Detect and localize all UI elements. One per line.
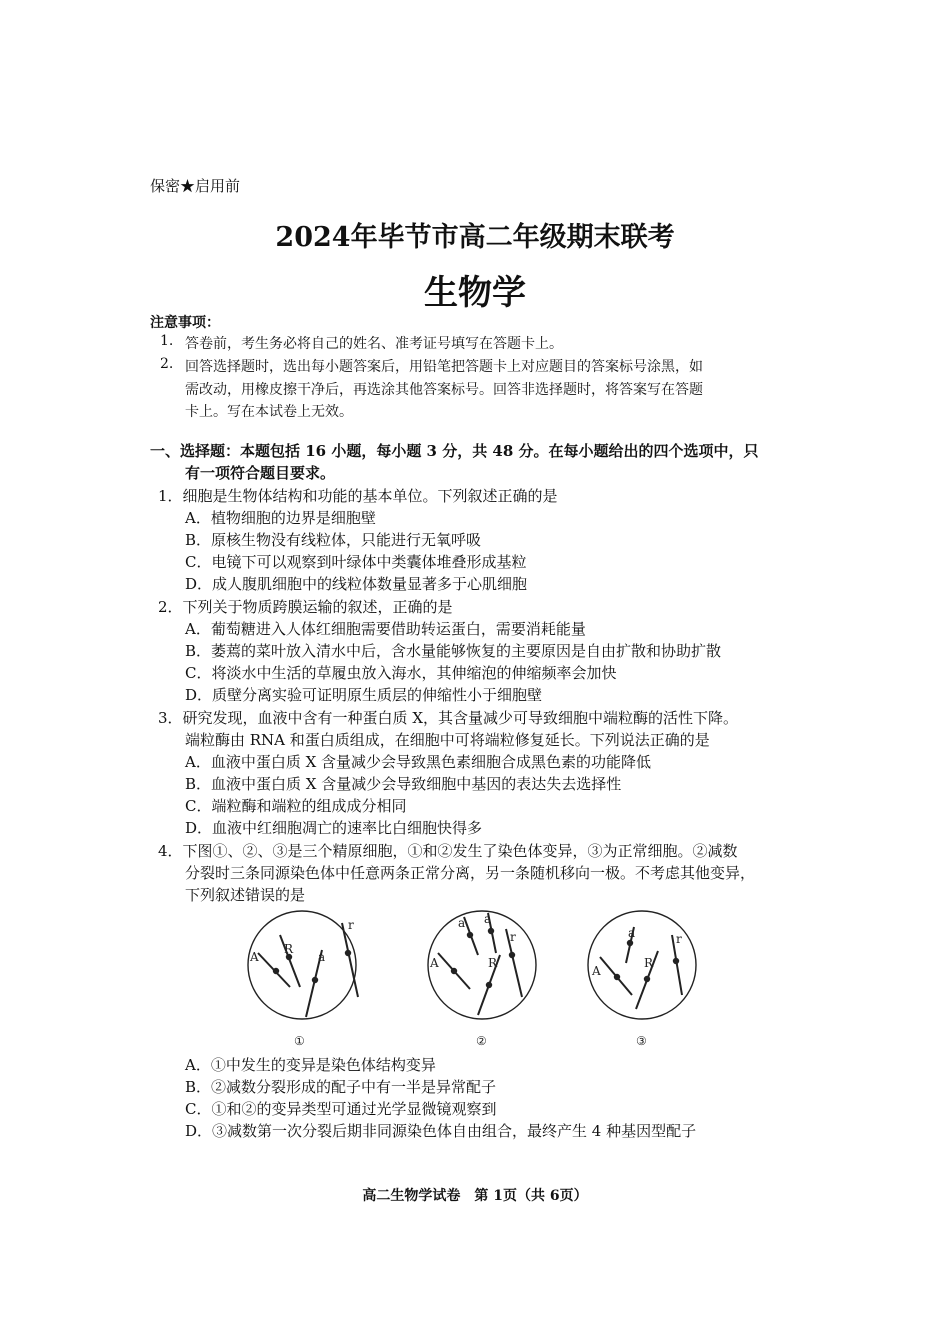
option: B．原核生物没有线粒体，只能进行无氧呼吸 — [185, 531, 482, 549]
note-line: 回答选择题时，选出每小题答案后，用铅笔把答题卡上对应题目的答案标号涂黑，如 — [185, 359, 703, 375]
gene-label: A — [250, 950, 259, 964]
question-stem: 4．下图①、②、③是三个精原细胞，①和②发生了染色体变异，③为正常细胞。②减数 — [158, 842, 738, 860]
spermatogonia-figure — [240, 905, 710, 1055]
option: C．端粒酶和端粒的组成成分相同 — [185, 797, 407, 815]
cell-label: ③ — [636, 1034, 647, 1048]
option: A．血液中蛋白质 X 含量减少会导致黑色素细胞合成黑色素的功能降低 — [185, 753, 652, 771]
confidential-mark: 保密★启用前 — [150, 177, 241, 195]
question-stem: 3．研究发现，血液中含有一种蛋白质 X，其含量减少可导致细胞中端粒酶的活性下降。 — [158, 709, 738, 727]
gene-label: a — [318, 950, 326, 964]
option: B．萎蔫的菜叶放入清水中后，含水量能够恢复的主要原因是自由扩散和协助扩散 — [185, 642, 722, 660]
gene-label: r — [676, 932, 682, 946]
note-number: 1. — [160, 333, 174, 349]
section-heading-cont: 有一项符合题目要求。 — [185, 464, 336, 482]
cell-membrane — [248, 911, 356, 1019]
note-line: 答卷前，考生务必将自己的姓名、准考证号填写在答题卡上。 — [185, 336, 563, 352]
cell-label: ② — [476, 1034, 487, 1048]
gene-label: a — [628, 926, 636, 940]
option: D．③减数第一次分裂后期非同源染色体自由组合，最终产生 4 种基因型配子 — [185, 1122, 697, 1140]
gene-label: a — [458, 916, 466, 930]
option: D．血液中红细胞凋亡的速率比白细胞快得多 — [185, 819, 483, 837]
question-stem-cont: 下列叙述错误的是 — [185, 886, 306, 904]
option: C．①和②的变异类型可通过光学显微镜观察到 — [185, 1100, 497, 1118]
cell-1 — [248, 911, 358, 1048]
option: C．电镜下可以观察到叶绿体中类囊体堆叠形成基粒 — [185, 553, 527, 571]
gene-label: R — [284, 942, 294, 956]
gene-label: A — [592, 964, 601, 978]
page-footer: 高二生物学试卷 第 1页（共 6页） — [362, 1188, 588, 1204]
cell-label: ① — [294, 1034, 305, 1048]
note-line: 需改动，用橡皮擦干净后，再选涂其他答案标号。回答非选择题时，将答案写在答题 — [185, 382, 703, 398]
question-stem: 1．细胞是生物体结构和功能的基本单位。下列叙述正确的是 — [158, 487, 558, 505]
option: C．将淡水中生活的草履虫放入海水，其伸缩泡的伸缩频率会加快 — [185, 664, 617, 682]
gene-label: R — [488, 956, 498, 970]
cell-3 — [588, 911, 696, 1048]
gene-label: a — [484, 912, 492, 926]
option: A．①中发生的变异是染色体结构变异 — [185, 1056, 436, 1074]
note-line: 卡上。写在本试卷上无效。 — [185, 404, 353, 420]
option: D．质壁分离实验可证明原生质层的伸缩性小于细胞壁 — [185, 686, 543, 704]
gene-label: r — [510, 930, 516, 944]
option: D．成人腹肌细胞中的线粒体数量显著多于心肌细胞 — [185, 575, 528, 593]
question-stem: 2．下列关于物质跨膜运输的叙述，正确的是 — [158, 598, 453, 616]
section-heading: 一、选择题：本题包括 16 小题，每小题 3 分，共 48 分。在每小题给出的四个选项中，只 — [150, 442, 759, 460]
cell-membrane — [588, 911, 696, 1019]
option: A．植物细胞的边界是细胞壁 — [185, 509, 376, 527]
gene-label: r — [348, 918, 354, 932]
option: B．血液中蛋白质 X 含量减少会导致细胞中基因的表达失去选择性 — [185, 775, 622, 793]
notes-heading: 注意事项： — [150, 315, 220, 331]
exam-title: 2024年毕节市高二年级期末联考 — [275, 222, 675, 253]
cell-2 — [428, 911, 536, 1048]
subject-title: 生物学 — [424, 273, 526, 313]
option: B．②减数分裂形成的配子中有一半是异常配子 — [185, 1078, 497, 1096]
option: A．葡萄糖进入人体红细胞需要借助转运蛋白，需要消耗能量 — [185, 620, 586, 638]
question-stem-cont: 分裂时三条同源染色体中任意两条正常分离，另一条随机移向一极。不考虑其他变异， — [185, 864, 756, 882]
gene-label: R — [644, 956, 654, 970]
question-stem-cont: 端粒酶由 RNA 和蛋白质组成，在细胞中可将端粒修复延长。下列说法正确的是 — [185, 731, 710, 749]
note-number: 2. — [160, 356, 174, 372]
gene-label: A — [430, 956, 439, 970]
